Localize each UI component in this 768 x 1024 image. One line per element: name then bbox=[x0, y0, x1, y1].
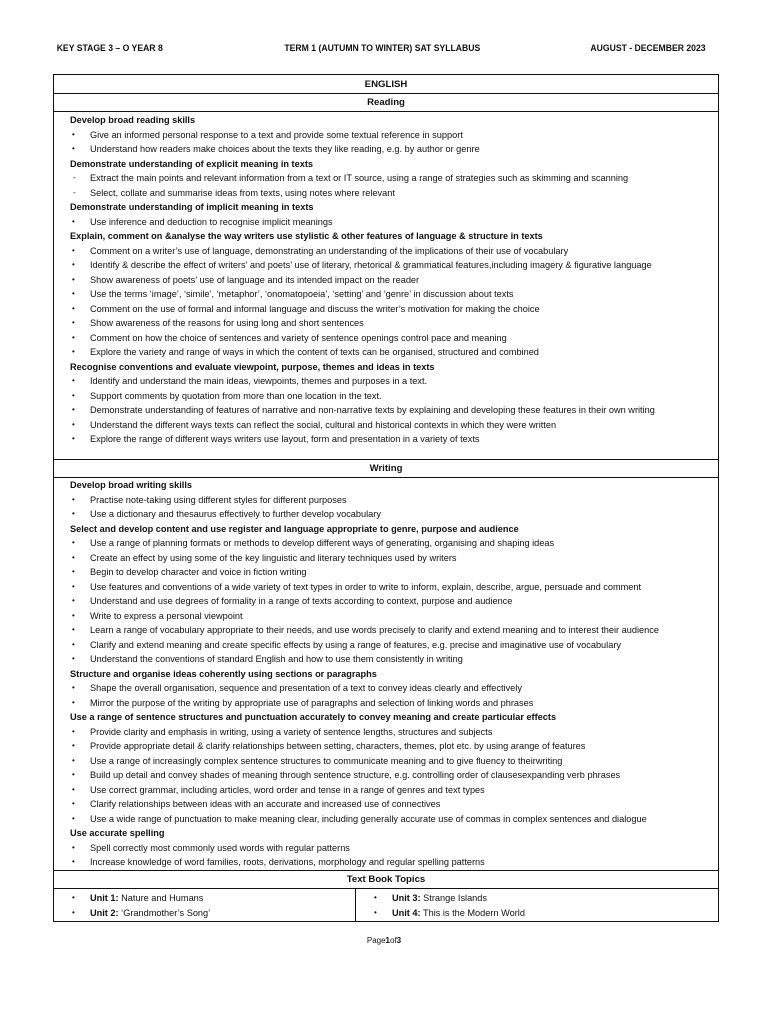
writing-bullet: • Provide clarity and emphasis in writing, using a variety of sentence lengths, structures and subjects bbox=[70, 725, 712, 740]
writing-bullet: • Learn a range of vocabulary appropriate to their needs, and use words precisely to clarify and extend meaning and to interest their audience bbox=[70, 623, 712, 638]
reading-bullet: • Use the terms ‘image’, ‘simile’, ‘metaphor’, ‘onomatopoeia’, ‘setting’ and ‘genre’ in discussion about texts bbox=[70, 287, 712, 302]
writing-bullet: • Use correct grammar, including articles, word order and tense in a range of genres and text types bbox=[70, 783, 712, 798]
reading-heading: Recognise conventions and evaluate viewpoint, purpose, themes and ideas in texts bbox=[70, 361, 435, 372]
reading-heading: Demonstrate understanding of explicit meaning in texts bbox=[70, 158, 313, 169]
writing-section-title: Writing bbox=[54, 459, 718, 478]
units-right-list bbox=[372, 891, 712, 920]
reading-bullet: • Support comments by quotation from more than one location in the text. bbox=[70, 389, 712, 404]
writing-heading: Select and develop content and use register and language appropriate to genre, purpose and audience bbox=[70, 523, 519, 534]
page-current: 1 bbox=[385, 936, 390, 945]
unit-label: Unit 3: bbox=[392, 893, 421, 903]
writing-bullet: • Begin to develop character and voice in fiction writing bbox=[70, 565, 712, 580]
page-header bbox=[0, 43, 706, 57]
reading-heading: Develop broad reading skills bbox=[70, 115, 196, 125]
reading-bullet: • Explore the range of different ways writers use layout, form and presentation in a variety of texts bbox=[70, 432, 712, 447]
unit-label: Unit 2: bbox=[90, 907, 119, 918]
textbook-unit bbox=[70, 891, 349, 906]
writing-bullet: • Use a range of planning formats or methods to develop different ways of generating, organising and shaping ideas bbox=[70, 536, 712, 551]
unit-title: Strange Islands bbox=[423, 893, 487, 903]
header-key-stage: KEY STAGE 3 – O YEAR 8 bbox=[56, 43, 163, 54]
reading-content bbox=[70, 113, 712, 447]
writing-heading: Structure and organise ideas coherently using sections or paragraphs bbox=[70, 668, 377, 679]
writing-bullet: • Use a range of increasingly complex sentence structures to communicate meaning and to give fluency to theirwriting bbox=[70, 754, 712, 769]
textbook-unit bbox=[372, 906, 712, 921]
reading-heading: Explain, comment on &analyse the way writers use stylistic & other features of language & structure in texts bbox=[70, 231, 543, 241]
writing-bullet: • Use features and conventions of a wide variety of text types in order to write to inform, explain, describe, argue, persuade and comment bbox=[70, 580, 712, 595]
syllabus-table bbox=[53, 74, 719, 922]
writing-bullet: • Understand the conventions of standard English and how to use them consistently in writing bbox=[70, 652, 712, 667]
writing-bullet: • Clarify relationships between ideas with an accurate and increased use of connectives bbox=[70, 797, 712, 812]
writing-heading: Develop broad writing skills bbox=[70, 480, 193, 490]
page-number bbox=[0, 936, 768, 945]
textbook-units-right bbox=[356, 889, 718, 921]
unit-title: This is the Modern World bbox=[422, 907, 525, 918]
textbook-section-title: Text Book Topics bbox=[54, 870, 718, 889]
reading-bullet: • Give an informed personal response to a text and provide some textual reference in support bbox=[70, 128, 712, 143]
reading-bullet: • Show awareness of the reasons for using long and short sentences bbox=[70, 316, 712, 331]
page-of: of bbox=[390, 936, 397, 945]
unit-title: ‘Grandmother’s Song’ bbox=[121, 907, 211, 918]
page-total: 3 bbox=[396, 936, 402, 945]
reading-heading: Demonstrate understanding of implicit meaning in texts bbox=[70, 202, 314, 212]
reading-bullet: • Understand how readers make choices about the texts they like reading, e.g. by author or genre bbox=[70, 142, 712, 157]
writing-bullet: • Use a wide range of punctuation to make meaning clear, including generally accurate use of commas in complex sentences and dialogue bbox=[70, 812, 712, 827]
textbook-unit bbox=[372, 891, 712, 906]
reading-bullet: • Identify and understand the main ideas, viewpoints, themes and purposes in a text. bbox=[70, 374, 712, 389]
unit-label: Unit 1: bbox=[90, 893, 119, 903]
writing-bullet: • Increase knowledge of word families, roots, derivations, morphology and regular spelling patterns bbox=[70, 855, 712, 870]
writing-bullet: • Write to express a personal viewpoint bbox=[70, 609, 712, 624]
reading-section-title: Reading bbox=[54, 94, 718, 112]
unit-title: Nature and Humans bbox=[121, 893, 204, 903]
unit-label: Unit 4: bbox=[392, 907, 421, 918]
reading-bullet: - Extract the main points and relevant information from a text or IT source, using a range of strategies such as skimming and scanning bbox=[70, 171, 712, 186]
header-term: TERM 1 (AUTUMN TO WINTER) SAT SYLLABUS bbox=[284, 43, 481, 54]
writing-heading: Use a range of sentence structures and punctuation accurately to convey meaning and create particular effects bbox=[70, 712, 557, 722]
reading-bullet: • Demonstrate understanding of features of narrative and non-narrative texts by explaining and developing these features in their own writing bbox=[70, 403, 712, 418]
textbook-units-left bbox=[54, 889, 356, 921]
units-left-list bbox=[70, 891, 349, 920]
writing-heading: Use accurate spelling bbox=[70, 828, 165, 838]
writing-bullet: • Use a dictionary and thesaurus effectively to further develop vocabulary bbox=[70, 507, 712, 522]
textbook-unit bbox=[70, 906, 349, 921]
subject-title: ENGLISH bbox=[54, 75, 718, 94]
reading-bullet: • Show awareness of poets’ use of language and its intended impact on the reader bbox=[70, 273, 712, 288]
writing-bullet: • Spell correctly most commonly used words with regular patterns bbox=[70, 841, 712, 856]
reading-bullet: • Identify & describe the effect of writers’ and poets’ use of literary, rhetorical & grammatical features,including imagery & figurative language bbox=[70, 258, 712, 273]
page-label: Page bbox=[366, 936, 386, 945]
reading-bullet: • Comment on how the choice of sentences and variety of sentence openings control pace and meaning bbox=[70, 331, 712, 346]
reading-bullet: - Select, collate and summarise ideas from texts, using notes where relevant bbox=[70, 186, 712, 201]
writing-bullet: • Shape the overall organisation, sequence and presentation of a text to convey ideas clearly and effectively bbox=[70, 681, 712, 696]
writing-bullet: • Create an effect by using some of the key linguistic and literary techniques used by writers bbox=[70, 551, 712, 566]
textbook-units bbox=[54, 889, 718, 921]
header-dates: AUGUST - DECEMBER 2023 bbox=[590, 43, 706, 54]
writing-bullet: • Mirror the purpose of the writing by appropriate use of paragraphs and selection of linking words and phrases bbox=[70, 696, 712, 711]
writing-bullet: • Provide appropriate detail & clarify relationships between setting, characters, themes, plot etc. by using arange of features bbox=[70, 739, 712, 754]
writing-bullet: • Understand and use degrees of formality in a range of texts according to context, purpose and audience bbox=[70, 594, 712, 609]
writing-bullet: • Build up detail and convey shades of meaning through sentence structure, e.g. controlling order of clausesexpanding verb phrases bbox=[70, 768, 712, 783]
reading-bullet: • Use inference and deduction to recognise implicit meanings bbox=[70, 215, 712, 230]
reading-bullet: • Comment on the use of formal and informal language and discuss the writer’s motivation for making the choice bbox=[70, 302, 712, 317]
writing-bullet: • Clarify and extend meaning and create specific effects by using a range of features, e.g. precise and imaginative use of vocabulary bbox=[70, 638, 712, 653]
reading-bullet: • Comment on a writer’s use of language, demonstrating an understanding of the implications of their use of vocabulary bbox=[70, 244, 712, 259]
reading-bullet: • Understand the different ways texts can reflect the social, cultural and historical contexts in which they were written bbox=[70, 418, 712, 433]
writing-content bbox=[70, 478, 712, 870]
reading-bullet: • Explore the variety and range of ways in which the content of texts can be organised, structured and combined bbox=[70, 345, 712, 360]
writing-bullet: • Practise note-taking using different styles for different purposes bbox=[70, 493, 712, 508]
